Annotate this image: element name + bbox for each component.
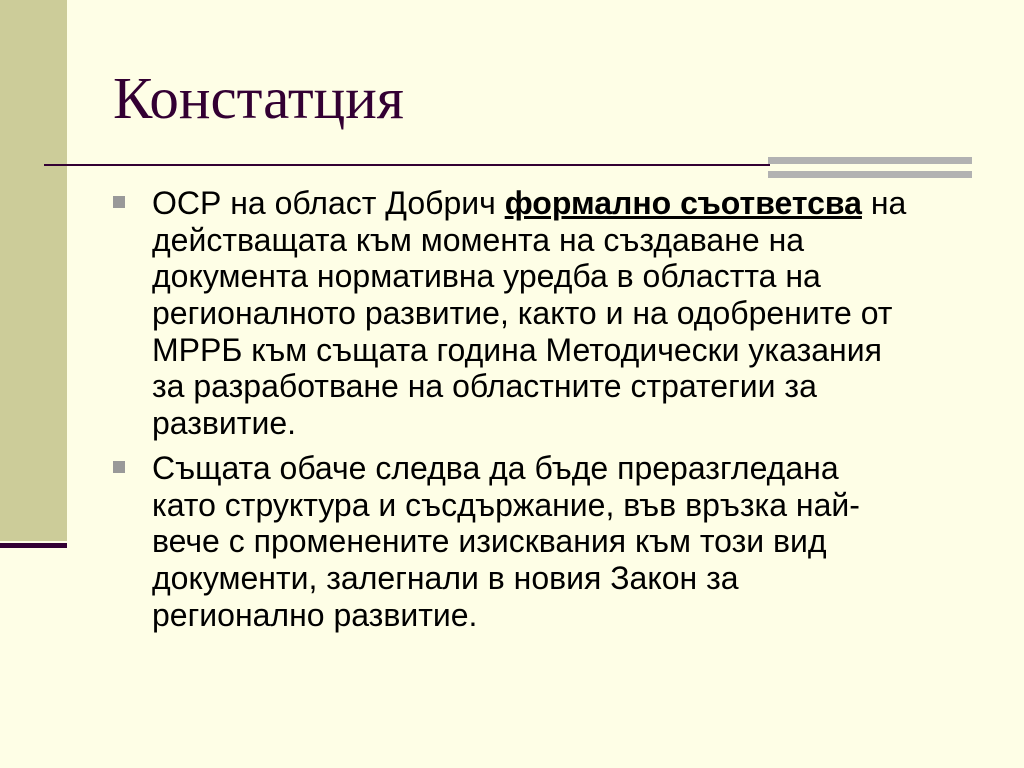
bullet-list (113, 185, 993, 633)
bullet-1-line-6: за разработване на областните стратегии за (152, 368, 817, 405)
bullet-1-line-2: действащата към момента на създаване на (152, 221, 805, 258)
bullet-item-1 (113, 185, 993, 442)
side-accent-bar (0, 0, 67, 541)
bullet-2-line-4: документи, залегнали в новия Закон за (152, 559, 739, 596)
bullet-1-lead-tail: на (861, 185, 907, 221)
bullet-2-line-3: вече с променените изисквания към този вид (152, 523, 827, 560)
bullet-item-2 (113, 450, 993, 633)
square-bullet-icon (113, 461, 125, 473)
bullet-2-line-5: регионално развитие. (152, 596, 478, 633)
gray-accent-bar-bottom (768, 171, 972, 178)
slide-title: Констатция (113, 65, 404, 131)
bullet-1-line-3: документа нормативна уредба в областта на (152, 258, 821, 295)
bullet-1-line-4: регионалното развитие, както и на одобрените от (152, 295, 893, 332)
square-bullet-icon (113, 196, 125, 208)
bullet-1-emphasis: формално съответсва (504, 185, 862, 221)
bullet-2-line-1: Същата обаче следва да бъде преразгледана (152, 449, 839, 486)
bullet-2-line-2: като структура и съсдържание, във връзка най- (152, 486, 860, 523)
gray-accent-bar-top (768, 157, 972, 164)
side-bar-underline (0, 543, 67, 548)
bullet-1-line-7: развитие. (152, 405, 296, 442)
title-rule (44, 164, 770, 166)
bullet-1-line-1 (152, 185, 993, 222)
bullet-1-lead-text: ОСР на област Добрич (152, 185, 505, 221)
bullet-1-line-5: МРРБ към същата година Методически указания (152, 331, 882, 368)
